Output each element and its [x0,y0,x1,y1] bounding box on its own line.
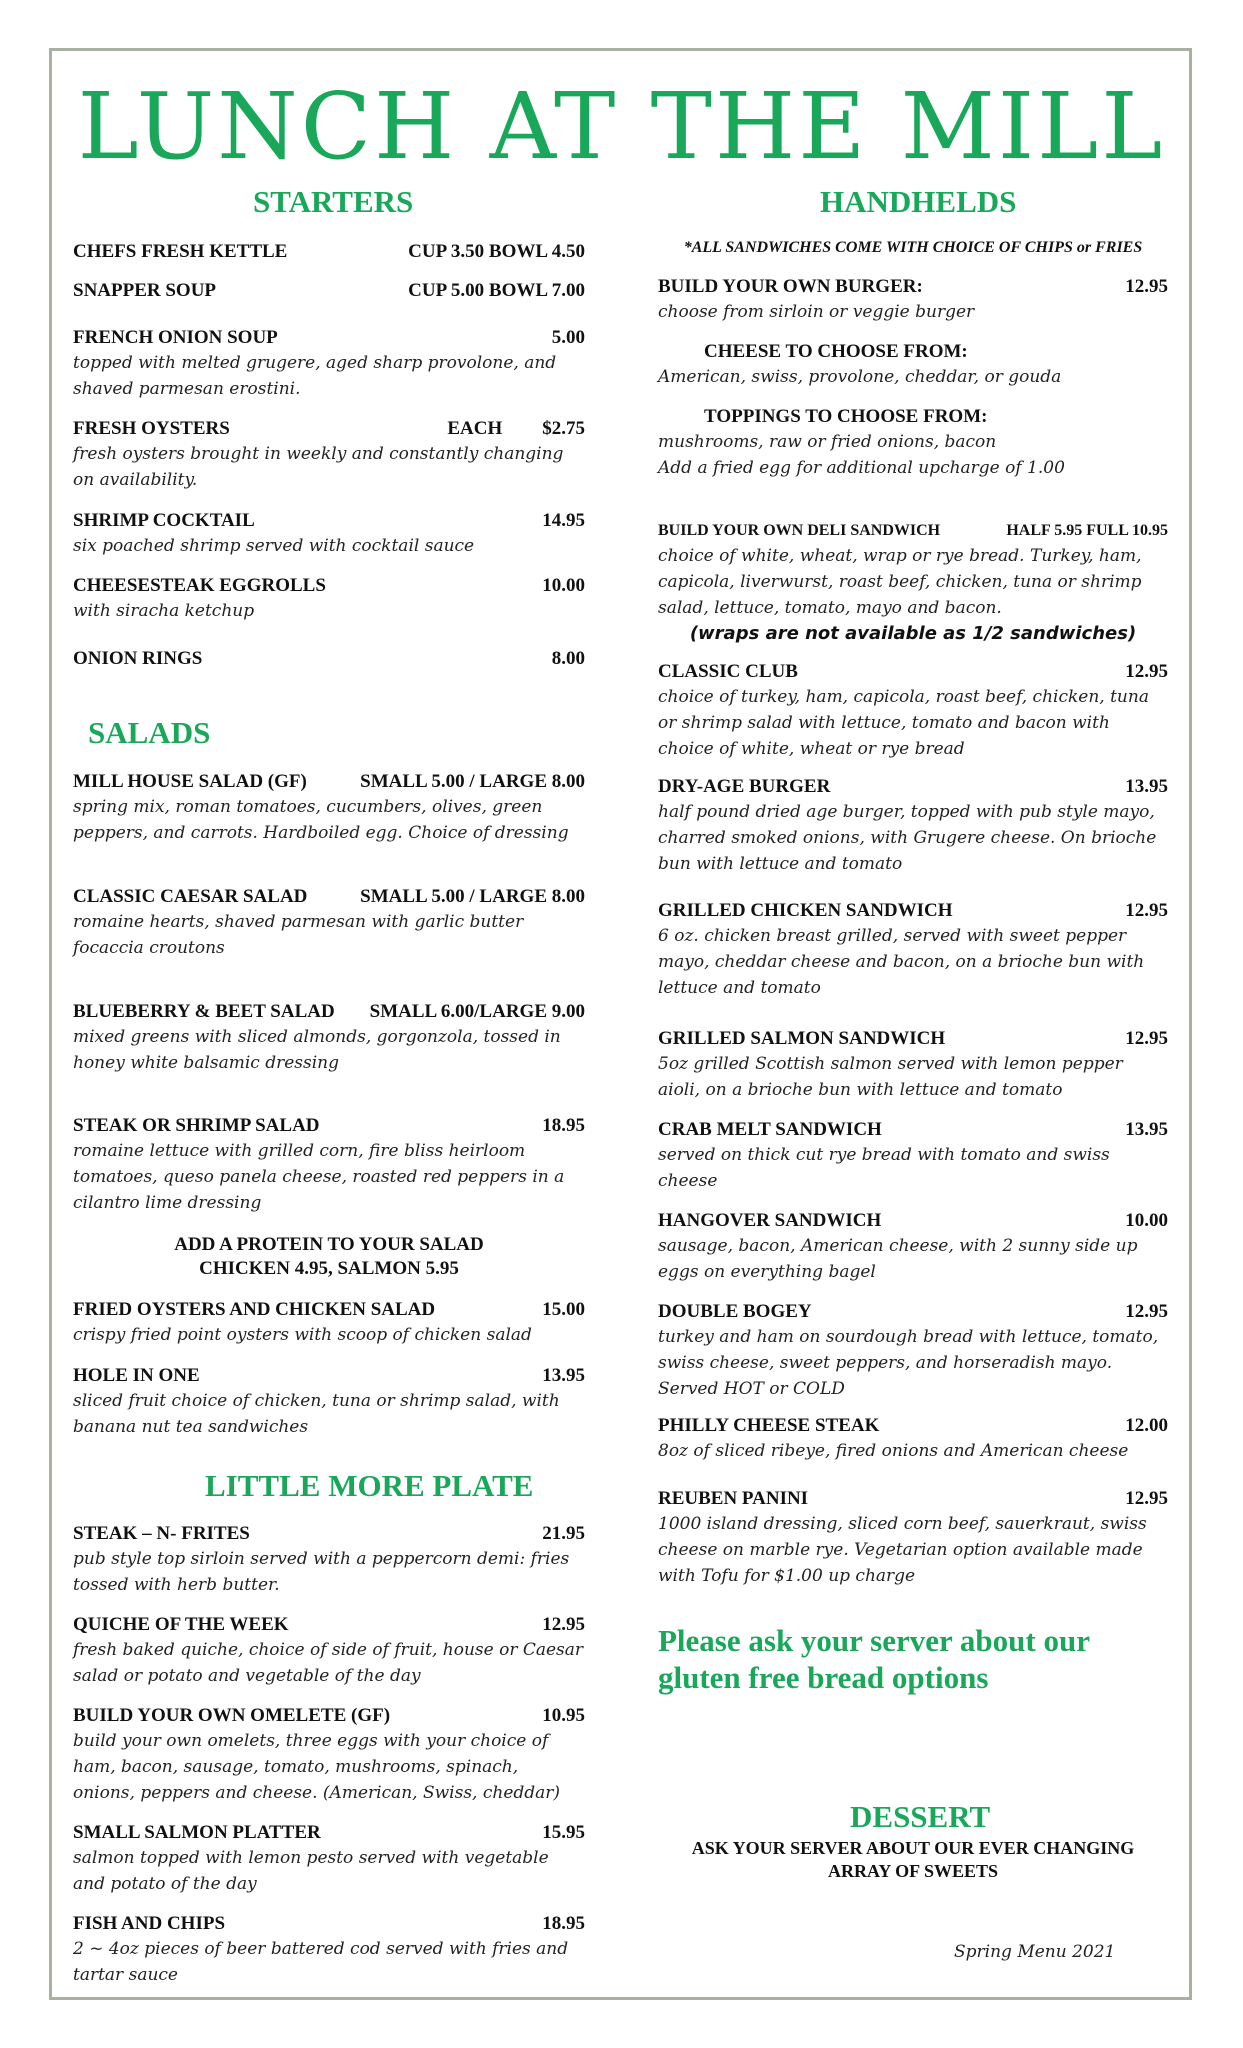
item-name: GRILLED CHICKEN SANDWICH [658,900,953,921]
protein-note-line2: CHICKEN 4.95, SALMON 5.95 [199,1258,459,1279]
item-description: spring mix, roman tomatoes, cucumbers, olives, green peppers, and carrots. Hardboiled egg. Choice of dressing [73,797,569,843]
item-name: CHEFS FRESH KETTLE [73,241,288,262]
menu-item [658,1414,1168,1464]
item-price: 8.00 [551,648,585,669]
item-description: sliced fruit choice of chicken, tuna or shrimp salad, with banana nut tea sandwiches [73,1391,560,1437]
item-description: mixed greens with sliced almonds, gorgonzola, tossed in honey white balsamic dressing [73,1027,561,1073]
item-name: SMALL SALMON PLATTER [73,1822,321,1843]
menu-item [73,647,585,671]
item-description: half pound dried age burger, topped with pub style mayo, charred smoked onions, with Grugere cheese. On brioche bun with lettuce and tomato [658,802,1157,874]
item-price: 15.95 [542,1822,585,1843]
menu-item [73,279,585,303]
item-price: 18.95 [542,1115,585,1136]
item-name: FRESH OYSTERS [73,418,230,439]
item-description: pub style top sirloin served with a peppercorn demi: fries tossed with herb butter. [73,1549,570,1595]
item-name: HOLE IN ONE [73,1365,200,1386]
cheese-list: American, swiss, provolone, cheddar, or gouda [658,367,1062,387]
item-description: build your own omelets, three eggs with your choice of ham, bacon, sausage, tomato, mushrooms, spinach, onions, peppers and cheese. (American, Swiss, cheddar) [73,1731,561,1803]
menu-item [73,417,585,493]
menu-item [658,1118,1168,1194]
item-description: choice of turkey, ham, capicola, roast beef, chicken, tuna or shrimp salad with lettuce, tomato and bacon with choice of white, wheat or rye bread [658,687,1149,759]
dessert-line1: ASK YOUR SERVER ABOUT OUR EVER CHANGING [691,1838,1135,1858]
item-name: BLUEBERRY & BEET SALAD [73,1001,335,1022]
item-price: 10.00 [542,575,585,596]
item-price: 12.95 [542,1614,585,1635]
menu-item [73,240,585,264]
item-name: HANGOVER SANDWICH [658,1210,882,1231]
item-description: 2 ~ 4oz pieces of beer battered cod served with fries and tartar sauce [73,1939,569,1985]
menu-item [73,885,585,961]
item-name: CLASSIC CLUB [658,661,798,682]
item-description: salmon topped with lemon pesto served with vegetable and potato of the day [73,1848,549,1894]
menu-item [73,509,585,559]
menu-item [73,1704,585,1806]
menu-item [658,660,1168,762]
item-name: FISH AND CHIPS [73,1913,226,1934]
menu-item [658,519,1168,647]
menu-item [73,1114,585,1216]
item-description: sausage, bacon, American cheese, with 2 sunny side up eggs on everything bagel [658,1236,1138,1282]
item-price: SMALL 6.00/LARGE 9.00 [369,1001,585,1022]
item-price: CUP 5.00 BOWL 7.00 [408,280,585,301]
wraps-note: (wraps are not available as 1/2 sandwiches) [689,623,1137,644]
item-name: SHRIMP COCKTAIL [73,510,255,531]
protein-note-line1: ADD A PROTEIN TO YOUR SALAD [174,1234,484,1255]
cheese-heading: CHEESE TO CHOOSE FROM: [704,341,968,362]
menu-item [73,326,585,402]
menu-item [658,275,1168,325]
item-name: STEAK – N- FRITES [73,1523,250,1544]
menu-item [73,1912,585,1988]
item-description: choice of white, wheat, wrap or rye bread. Turkey, ham, capicola, liverwurst, roast beef, chicken, tuna or shrimp salad, lettuce, tomato, mayo and bacon. [658,546,1142,618]
item-name: FRENCH ONION SOUP [73,327,278,348]
item-name: STEAK OR SHRIMP SALAD [73,1115,320,1136]
menu-item [73,1613,585,1689]
item-name: DOUBLE BOGEY [658,1301,812,1322]
menu-item [658,775,1168,877]
item-price: SMALL 5.00 / LARGE 8.00 [360,771,585,792]
menu-item [73,770,585,846]
item-price: 12.95 [1125,276,1168,297]
item-price: 18.95 [542,1913,585,1934]
item-name: REUBEN PANINI [658,1488,809,1509]
menu-item [73,1821,585,1897]
little-more-heading: LITTLE MORE PLATE [205,1468,534,1503]
item-description: with siracha ketchup [73,601,255,621]
item-price: 12.95 [1125,661,1168,682]
item-price: 12.95 [1125,1301,1168,1322]
right-column [658,0,1168,2048]
item-name: CHEESESTEAK EGGROLLS [73,575,326,596]
item-description: 6 oz. chicken breast grilled, served with sweet pepper mayo, cheddar cheese and bacon, on a brioche bun with lettuce and tomato [658,926,1145,998]
item-price: $2.75 [542,418,585,439]
item-description: topped with melted grugere, aged sharp provolone, and shaved parmesan erostini. [73,353,557,399]
item-name: FRIED OYSTERS AND CHICKEN SALAD [73,1299,436,1320]
menu-item [73,1522,585,1598]
item-name: MILL HOUSE SALAD (GF) [73,771,307,792]
item-price: 12.95 [1125,1488,1168,1509]
menu-title: LUNCH AT THE MILL [77,73,1166,180]
item-price: 21.95 [542,1523,585,1544]
item-description: six poached shrimp served with cocktail sauce [73,536,475,556]
item-price: 10.00 [1125,1210,1168,1231]
menu-item [658,1487,1168,1589]
menu-item [658,1027,1168,1103]
fried-egg-note: Add a fried egg for additional upcharge of 1.00 [658,458,1065,478]
item-price: HALF 5.95 FULL 10.95 [1006,522,1168,539]
item-description: fresh oysters brought in weekly and constantly changing on availability. [73,444,564,490]
item-price: 13.95 [1125,1119,1168,1140]
item-name: GRILLED SALMON SANDWICH [658,1028,946,1049]
item-price: 12.95 [1125,900,1168,921]
item-description: fresh baked quiche, choice of side of fruit, house or Caesar salad or potato and vegetable of the day [73,1640,584,1686]
dessert-heading: DESSERT [850,1799,991,1834]
item-name: ONION RINGS [73,648,203,669]
item-description: 8oz of sliced ribeye, fired onions and American cheese [658,1441,1129,1461]
item-description: 1000 island dressing, sliced corn beef, sauerkraut, swiss cheese on marble rye. Vegetarian option available made with Tofu for $1.00 up charge [658,1514,1147,1586]
item-name: QUICHE OF THE WEEK [73,1614,289,1635]
toppings-heading: TOPPINGS TO CHOOSE FROM: [704,406,988,427]
item-name: BUILD YOUR OWN DELI SANDWICH [658,522,941,539]
item-price: 15.00 [542,1299,585,1320]
item-price: 13.95 [542,1365,585,1386]
menu-edition-footer: Spring Menu 2021 [954,1942,1116,1962]
item-description: served on thick cut rye bread with tomato and swiss cheese [658,1145,1110,1191]
left-column [73,0,585,2048]
item-name: BUILD YOUR OWN OMELETE (GF) [73,1705,391,1726]
item-description: choose from sirloin or veggie burger [658,302,975,322]
item-price: CUP 3.50 BOWL 4.50 [408,241,585,262]
item-price: 12.00 [1125,1415,1168,1436]
menu-item [73,1000,585,1076]
topping-options [658,405,1168,481]
item-price: 12.95 [1125,1028,1168,1049]
cheese-options [658,340,1168,390]
item-name: SNAPPER SOUP [73,280,217,301]
dessert-line2: ARRAY OF SWEETS [827,1861,999,1881]
menu-item [658,1209,1168,1285]
handhelds-heading: HANDHELDS [820,184,1017,219]
gluten-free-note: Please ask your server about our gluten free bread options [658,1623,1090,1695]
item-name: BUILD YOUR OWN BURGER: [658,276,923,297]
menu-item [658,1300,1168,1402]
menu-item [73,1298,585,1348]
menu-item [658,899,1168,1001]
item-name: PHILLY CHEESE STEAK [658,1415,880,1436]
toppings-list: mushrooms, raw or fried onions, bacon [658,432,997,452]
item-unit: EACH [447,418,503,439]
item-name: DRY-AGE BURGER [658,776,831,797]
item-description: crispy fried point oysters with scoop of chicken salad [73,1325,532,1345]
starters-heading: STARTERS [253,184,414,219]
item-price: SMALL 5.00 / LARGE 8.00 [360,886,585,907]
item-price: 5.00 [551,327,585,348]
item-price: 13.95 [1125,776,1168,797]
item-description: romaine lettuce with grilled corn, fire bliss heirloom tomatoes, queso panela cheese, roasted red peppers in a cilantro lime dressing [73,1141,565,1213]
item-description: turkey and ham on sourdough bread with lettuce, tomato, swiss cheese, sweet peppers, and horseradish mayo. Served HOT or COLD [658,1327,1159,1399]
sandwich-side-note: *ALL SANDWICHES COME WITH CHOICE OF CHIPS or FRIES [683,239,1143,256]
menu-item [73,1364,585,1440]
salads-heading: SALADS [88,715,211,750]
item-name: CLASSIC CAESAR SALAD [73,886,308,907]
item-description: 5oz grilled Scottish salmon served with lemon pepper aioli, on a brioche bun with lettuce and tomato [658,1054,1123,1100]
item-price: 10.95 [542,1705,585,1726]
menu-item [73,574,585,624]
item-name: CRAB MELT SANDWICH [658,1119,882,1140]
item-price: 14.95 [542,510,585,531]
item-description: romaine hearts, shaved parmesan with garlic butter focaccia croutons [73,912,524,958]
